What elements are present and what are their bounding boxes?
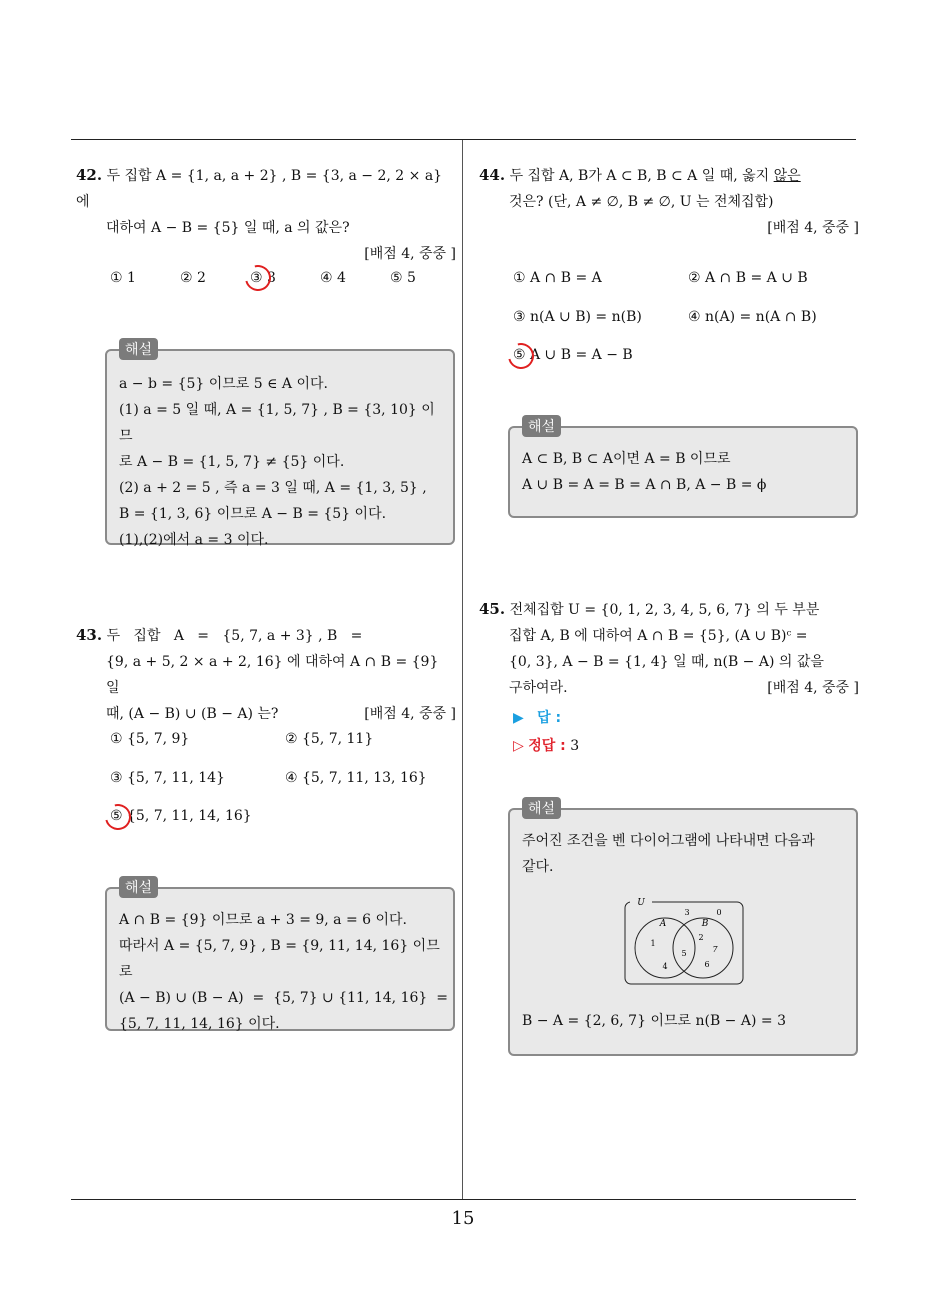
outline-arrow-icon: ▷ [513,738,524,754]
venn-diagram [623,896,747,988]
question-text: 대하여 A − B = {5} 일 때, a 의 값은? [106,220,350,236]
venn-set-a-label: A [659,919,667,929]
question-text: 두 집합 A = {5, 7, a + 3} , B = [106,628,363,644]
explanation-line: 같다. [522,859,554,875]
top-rule [71,139,856,140]
explanation-line: (1) a = 5 일 때, A = {1, 5, 7} , B = {3, 10} 이므 [119,402,435,444]
choice-1[interactable]: ① {5, 7, 9} [110,731,190,747]
venn-outside-value: 0 [716,908,722,917]
correct-answer-line [513,735,579,755]
explanation-line: (1),(2)에서 a = 3 이다. [119,532,269,548]
question-number: 42. [76,166,103,184]
explanation-line: A ∪ B = A = B = A ∩ B, A − B = ϕ [522,477,767,493]
explanation-line: a − b = {5} 이므로 5 ∈ A 이다. [119,376,328,392]
choice-1[interactable]: ① A ∩ B = A [513,270,602,286]
correct-answer-label: 정답 : [528,738,566,754]
explanation-box-42 [105,342,455,548]
venn-universe-label: U [637,898,645,908]
explanation-line: (2) a + 2 = 5 , 즉 a = 3 일 때, A = {1, 3, 5} , [119,480,427,496]
answer-mark-circle [100,799,136,835]
question-number: 45. [479,600,506,618]
question-43 [76,622,456,727]
choice-2[interactable]: ② A ∩ B = A ∪ B [688,270,808,286]
venn-b-only-value: 6 [704,960,710,969]
question-text: {0, 3}, A − B = {1, 4} 일 때, n(B − A) 의 값을 [509,654,824,670]
explanation-label: 해설 [522,415,561,437]
explanation-label: 해설 [119,876,158,898]
explanation-box-45 [508,801,858,1056]
choice-5[interactable]: ⑤ A ∪ B = A − B [513,347,633,363]
score-meta: [배점 4, 중중 ] [767,220,859,236]
venn-a-only-value: 4 [662,962,668,971]
venn-intersection-value: 5 [681,949,687,958]
explanation-line: (A − B) ∪ (B − A) = {5, 7} ∪ {11, 14, 16} = [119,990,448,1006]
play-arrow-icon: ▶ [513,710,524,726]
choice-3[interactable]: ③ n(A ∪ B) = n(B) [513,309,642,325]
venn-set-b-label: B [701,919,709,929]
explanation-line: A ⊂ B, B ⊂ A이면 A = B 이므로 [522,451,731,467]
score-meta: [배점 4, 중중 ] [364,246,456,262]
choice-4[interactable]: ④ 4 [320,270,346,286]
question-number: 43. [76,626,103,644]
underlined-word: 않은 [773,168,801,184]
correct-answer-value: 3 [570,738,580,754]
question-45 [479,596,859,701]
explanation-box-43 [105,880,455,1032]
choice-4[interactable]: ④ n(A) = n(A ∩ B) [688,309,817,325]
venn-outside-value: 3 [684,908,690,917]
choice-1[interactable]: ① 1 [110,270,136,286]
question-number: 44. [479,166,506,184]
explanation-box-44 [508,419,858,518]
answer-line [513,707,561,727]
question-text: 것은? (단, A ≠ ∅, B ≠ ∅, U 는 전체집합) [509,194,774,210]
choice-5[interactable]: ⑤ {5, 7, 11, 14, 16} [110,808,252,824]
score-meta: [배점 4, 중중 ] [767,680,859,696]
explanation-line: A ∩ B = {9} 이므로 a + 3 = 9, a = 6 이다. [119,912,408,928]
explanation-line: {5, 7, 11, 14, 16} 이다. [119,1016,280,1032]
explanation-line: 따라서 A = {5, 7, 9} , B = {9, 11, 14, 16} 이므로 [119,938,440,980]
choice-3[interactable]: ③ {5, 7, 11, 14} [110,770,225,786]
explanation-label: 해설 [522,797,561,819]
question-text: 전체집합 U = {0, 1, 2, 3, 4, 5, 6, 7} 의 두 부분 [509,602,820,618]
venn-b-only-value: 2 [698,933,704,942]
explanation-label: 해설 [119,338,158,360]
bottom-rule [71,1199,856,1200]
choice-4[interactable]: ④ {5, 7, 11, 13, 16} [285,770,427,786]
choice-2[interactable]: ② {5, 7, 11} [285,731,374,747]
explanation-line: 주어진 조건을 벤 다이어그램에 나타내면 다음과 [522,833,815,849]
answer-mark-circle [503,338,539,374]
question-text: 구하여라. [509,680,568,696]
question-text: 집합 A, B 에 대하여 A ∩ B = {5}, (A ∪ B)ᶜ = [509,628,808,644]
score-meta: [배점 4, 중중 ] [364,706,456,722]
answer-label: 답 : [537,710,562,726]
question-text: 두 집합 A = {1, a, a + 2} , B = {3, a − 2, 2 × a} 에 [76,168,443,210]
choice-2[interactable]: ② 2 [180,270,206,286]
explanation-line: B = {1, 3, 6} 이므로 A − B = {5} 이다. [119,506,387,522]
question-44 [479,162,859,241]
explanation-line: B − A = {2, 6, 7} 이므로 n(B − A) = 3 [522,1013,786,1029]
explanation-line: 로 A − B = {1, 5, 7} ≠ {5} 이다. [119,454,345,470]
venn-a-only-value: 1 [650,939,656,948]
question-text: {9, a + 5, 2 × a + 2, 16} 에 대하여 A ∩ B = {9} 일 [106,654,439,696]
venn-b-only-value: 7 [712,945,718,954]
page-number: 15 [451,1208,475,1229]
question-text: 두 집합 A, B가 A ⊂ B, B ⊂ A 일 때, 옳지 [509,168,774,184]
question-42 [76,162,456,267]
choice-3[interactable]: ③ 3 [250,270,276,286]
choice-5[interactable]: ⑤ 5 [390,270,416,286]
column-divider [462,140,463,1200]
question-text: 때, (A − B) ∪ (B − A) 는? [106,706,279,722]
